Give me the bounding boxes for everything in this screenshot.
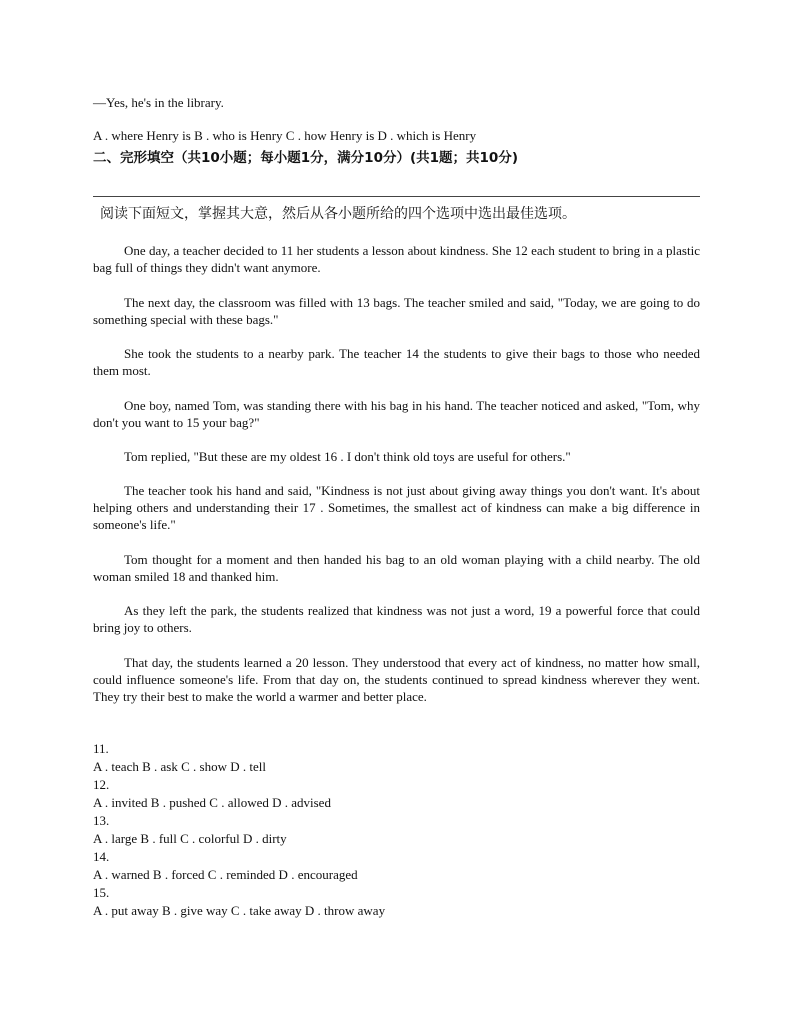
passage-paragraph: Tom thought for a moment and then handed his bag to an old woman playing with a child nearby. The old woman smiled 18 and thanked him. bbox=[93, 552, 700, 584]
passage-paragraph: The teacher took his hand and said, "Kindness is not just about giving away things you don't want. It's about helping others and understanding their 17 . Sometimes, the smallest act of kindness can make a big difference in someone's life." bbox=[93, 483, 700, 532]
passage-paragraph: The next day, the classroom was filled with 13 bags. The teacher smiled and said, "Today, we are going to do something special with these bags." bbox=[93, 295, 700, 327]
question-number: 13. bbox=[93, 813, 110, 828]
question-number: 14. bbox=[93, 849, 110, 864]
question-options: A . invited B . pushed C . allowed D . advised bbox=[93, 795, 331, 810]
question-options: A . put away B . give way C . take away D . throw away bbox=[93, 903, 386, 918]
question-options: A . warned B . forced C . reminded D . encouraged bbox=[93, 867, 358, 882]
passage-paragraph: One boy, named Tom, was standing there with his bag in his hand. The teacher noticed and asked, "Tom, why don't you want to 15 your bag?" bbox=[93, 398, 700, 430]
section-title: 二、完形填空（共10小题；每小题1分，满分10分）(共1题；共10分) bbox=[93, 150, 518, 166]
question-number: 12. bbox=[93, 777, 110, 792]
section-divider bbox=[93, 196, 700, 197]
passage-paragraph: She took the students to a nearby park. The teacher 14 the students to give their bags to those who needed them most. bbox=[93, 346, 700, 378]
question-number: 11. bbox=[93, 741, 109, 756]
passage-paragraph: As they left the park, the students realized that kindness was not just a word, 19 a powerful force that could bring joy to others. bbox=[93, 603, 700, 635]
top-options-line: A . where Henry is B . who is Henry C . how Henry is D . which is Henry bbox=[93, 128, 477, 143]
question-number: 15. bbox=[93, 885, 110, 900]
passage-paragraph: That day, the students learned a 20 lesson. They understood that every act of kindness, no matter how small, could influence someone's life. From that day on, the students continued to spread kindness wherever they went. They try their best to make the world a warmer and better place. bbox=[93, 655, 700, 704]
passage-paragraph: One day, a teacher decided to 11 her students a lesson about kindness. She 12 each student to bring in a plastic bag full of things they didn't want anymore. bbox=[93, 243, 700, 275]
section-instructions: 阅读下面短文，掌握其大意，然后从各小题所给的四个选项中选出最佳选项。 bbox=[100, 206, 576, 222]
passage-paragraph: Tom replied, "But these are my oldest 16 . I don't think old toys are useful for others." bbox=[124, 449, 571, 464]
question-options: A . teach B . ask C . show D . tell bbox=[93, 759, 266, 774]
question-options: A . large B . full C . colorful D . dirty bbox=[93, 831, 287, 846]
top-answer-line: —Yes, he's in the library. bbox=[93, 95, 224, 110]
